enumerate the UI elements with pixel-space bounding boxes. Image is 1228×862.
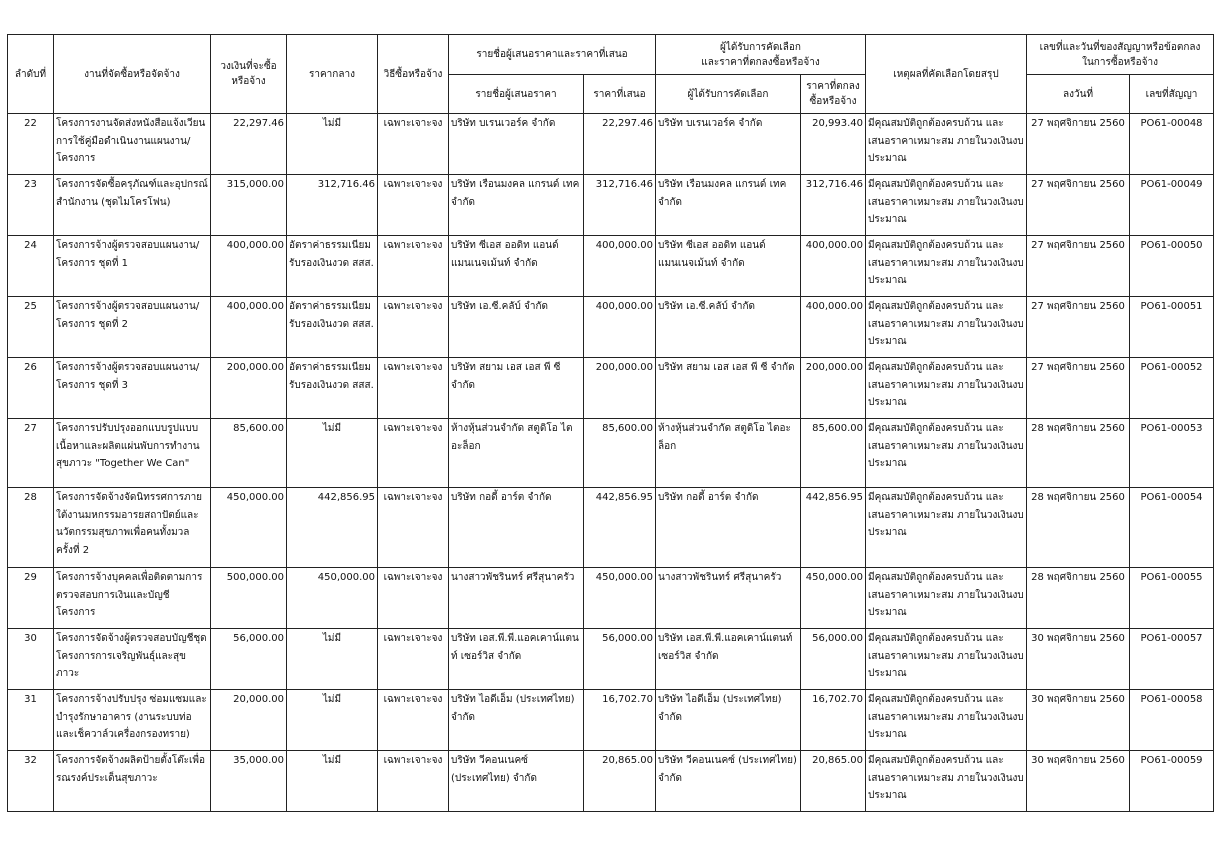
cell-median: ไม่มี [287, 114, 378, 175]
header-bidder-name: รายชื่อผู้เสนอราคา [449, 75, 584, 114]
cell-project: โครงการงานจัดส่งหนังสือแจ้งเวียนการใช้คู่มือดำเนินงานแผนงาน/โครงการ [54, 114, 211, 175]
cell-project: โครงการจัดจ้างผลิตป้ายตั้งโต๊ะเพื่อรณรงค์ประเด็นสุขภาวะ [54, 751, 211, 812]
cell-median: อัตราค่าธรรมเนียมรับรองเงินงวด สสส. [287, 297, 378, 358]
cell-method: เฉพาะเจาะจง [378, 114, 449, 175]
cell-date: 28 พฤศจิกายน 2560 [1027, 419, 1130, 488]
cell-agreed: 20,865.00 [801, 751, 866, 812]
cell-contract: PO61-00054 [1130, 488, 1214, 568]
cell-median: ไม่มี [287, 690, 378, 751]
cell-method: เฉพาะเจาะจง [378, 751, 449, 812]
cell-method: เฉพาะเจาะจง [378, 419, 449, 488]
header-selected-line2: และราคาที่ตกลงซื้อหรือจ้าง [701, 56, 820, 68]
cell-budget: 500,000.00 [211, 568, 287, 629]
cell-project: โครงการจ้างผู้ตรวจสอบแผนงาน/โครงการ ชุดที่ 3 [54, 358, 211, 419]
cell-bid: 16,702.70 [584, 690, 656, 751]
header-selected-line1: ผู้ได้รับการคัดเลือก [720, 41, 801, 53]
header-no: ลำดับที่ [8, 35, 54, 114]
procurement-table [7, 34, 1214, 812]
cell-project: โครงการจ้างบุคคลเพื่อติดตามการตรวจสอบการเงินและบัญชีโครงการ [54, 568, 211, 629]
cell-winner: บริษัท เอส.พี.พี.แอคเคาน์แตนท์ เซอร์วิส จำกัด [656, 629, 801, 690]
cell-winner: บริษัท สยาม เอส เอส พี ซี จำกัด [656, 358, 801, 419]
table-row [8, 419, 1214, 488]
header-selected-group [656, 35, 866, 75]
cell-bid: 442,856.95 [584, 488, 656, 568]
cell-date: 28 พฤศจิกายน 2560 [1027, 488, 1130, 568]
cell-contract: PO61-00053 [1130, 419, 1214, 488]
header-median-price: ราคากลาง [287, 35, 378, 114]
cell-method: เฉพาะเจาะจง [378, 629, 449, 690]
cell-project: โครงการจัดซื้อครุภัณฑ์และอุปกรณ์สำนักงาน (ชุดไมโครโฟน) [54, 175, 211, 236]
cell-no: 31 [8, 690, 54, 751]
cell-reason: มีคุณสมบัติถูกต้องครบถ้วน และเสนอราคาเหมาะสม ภายในวงเงินงบประมาณ [866, 568, 1027, 629]
cell-reason: มีคุณสมบัติถูกต้องครบถ้วน และเสนอราคาเหมาะสม ภายในวงเงินงบประมาณ [866, 690, 1027, 751]
cell-reason: มีคุณสมบัติถูกต้องครบถ้วน และเสนอราคาเหมาะสม ภายในวงเงินงบประมาณ [866, 175, 1027, 236]
cell-agreed: 20,993.40 [801, 114, 866, 175]
cell-contract: PO61-00051 [1130, 297, 1214, 358]
cell-method: เฉพาะเจาะจง [378, 488, 449, 568]
cell-bid: 400,000.00 [584, 236, 656, 297]
cell-agreed: 400,000.00 [801, 236, 866, 297]
table-row [8, 297, 1214, 358]
cell-bid: 85,600.00 [584, 419, 656, 488]
header-bid-price: ราคาที่เสนอ [584, 75, 656, 114]
cell-method: เฉพาะเจาะจง [378, 358, 449, 419]
cell-winner: บริษัท เอ.ซี.คลับ์ จำกัด [656, 297, 801, 358]
cell-bid: 56,000.00 [584, 629, 656, 690]
table-row [8, 488, 1214, 568]
cell-no: 32 [8, 751, 54, 812]
cell-median: อัตราค่าธรรมเนียมรับรองเงินงวด สสส. [287, 236, 378, 297]
header-method: วิธีซื้อหรือจ้าง [378, 35, 449, 114]
cell-budget: 450,000.00 [211, 488, 287, 568]
cell-bid: 400,000.00 [584, 297, 656, 358]
cell-project: โครงการปรับปรุงออกแบบรูปแบบเนื้อหาและผลิตแผ่นพับการทำงานสุขภาวะ "Together We Can" [54, 419, 211, 488]
cell-contract: PO61-00048 [1130, 114, 1214, 175]
cell-reason: มีคุณสมบัติถูกต้องครบถ้วน และเสนอราคาเหมาะสม ภายในวงเงินงบประมาณ [866, 114, 1027, 175]
cell-median: ไม่มี [287, 629, 378, 690]
cell-bidder: บริษัท วีคอนเนคซ์ (ประเทศไทย) จำกัด [449, 751, 584, 812]
cell-date: 30 พฤศจิกายน 2560 [1027, 751, 1130, 812]
cell-median: 312,716.46 [287, 175, 378, 236]
cell-bid: 312,716.46 [584, 175, 656, 236]
header-contract-line1: เลขที่และวันที่ของสัญญาหรือข้อตกลง [1039, 41, 1201, 53]
cell-reason: มีคุณสมบัติถูกต้องครบถ้วน และเสนอราคาเหมาะสม ภายในวงเงินงบประมาณ [866, 751, 1027, 812]
cell-no: 27 [8, 419, 54, 488]
cell-date: 27 พฤศจิกายน 2560 [1027, 358, 1130, 419]
table-row [8, 358, 1214, 419]
header-contract-no: เลขที่สัญญา [1130, 75, 1214, 114]
cell-bidder: นางสาวพัชรินทร์ ศรีสุนาครัว [449, 568, 584, 629]
cell-bid: 450,000.00 [584, 568, 656, 629]
cell-median: อัตราค่าธรรมเนียมรับรองเงินงวด สสส. [287, 358, 378, 419]
cell-winner: บริษัท บเรนเวอร์ค จำกัด [656, 114, 801, 175]
cell-winner: บริษัท วีคอนเนคซ์ (ประเทศไทย) จำกัด [656, 751, 801, 812]
cell-reason: มีคุณสมบัติถูกต้องครบถ้วน และเสนอราคาเหมาะสม ภายในวงเงินงบประมาณ [866, 358, 1027, 419]
cell-no: 25 [8, 297, 54, 358]
cell-bidder: บริษัท สยาม เอส เอส พี ซี จำกัด [449, 358, 584, 419]
table-row [8, 629, 1214, 690]
cell-reason: มีคุณสมบัติถูกต้องครบถ้วน และเสนอราคาเหมาะสม ภายในวงเงินงบประมาณ [866, 236, 1027, 297]
cell-reason: มีคุณสมบัติถูกต้องครบถ้วน และเสนอราคาเหมาะสม ภายในวงเงินงบประมาณ [866, 419, 1027, 488]
cell-winner: บริษัท ไอดีเอ็ม (ประเทศไทย) จำกัด [656, 690, 801, 751]
cell-agreed: 56,000.00 [801, 629, 866, 690]
cell-agreed: 312,716.46 [801, 175, 866, 236]
cell-budget: 56,000.00 [211, 629, 287, 690]
cell-date: 27 พฤศจิกายน 2560 [1027, 114, 1130, 175]
cell-bidder: บริษัท ซีเอส ออดิท แอนด์ แมนเนจเม้นท์ จำกัด [449, 236, 584, 297]
cell-reason: มีคุณสมบัติถูกต้องครบถ้วน และเสนอราคาเหมาะสม ภายในวงเงินงบประมาณ [866, 629, 1027, 690]
cell-no: 22 [8, 114, 54, 175]
header-contract-line2: ในการซื้อหรือจ้าง [1082, 56, 1158, 68]
cell-budget: 85,600.00 [211, 419, 287, 488]
cell-method: เฉพาะเจาะจง [378, 236, 449, 297]
cell-bidder: บริษัท กอดี้ อาร์ต จำกัด [449, 488, 584, 568]
header-winner: ผู้ได้รับการคัดเลือก [656, 75, 801, 114]
cell-budget: 200,000.00 [211, 358, 287, 419]
cell-budget: 35,000.00 [211, 751, 287, 812]
cell-budget: 400,000.00 [211, 236, 287, 297]
cell-budget: 20,000.00 [211, 690, 287, 751]
cell-agreed: 450,000.00 [801, 568, 866, 629]
cell-agreed: 85,600.00 [801, 419, 866, 488]
cell-winner: นางสาวพัชรินทร์ ศรีสุนาครัว [656, 568, 801, 629]
cell-median: 450,000.00 [287, 568, 378, 629]
cell-no: 28 [8, 488, 54, 568]
header-project: งานที่จัดซื้อหรือจัดจ้าง [54, 35, 211, 114]
table-row [8, 568, 1214, 629]
cell-bidder: บริษัท เรือนมงคล แกรนด์ เทค จำกัด [449, 175, 584, 236]
cell-project: โครงการจัดจ้างจัดนิทรรศการภายใต้งานมหกรรมอารยสถาปัตย์และนวัตกรรมสุขภาพเพื่อคนทั้งมวล ครั้งที่ 2 [54, 488, 211, 568]
table-row [8, 751, 1214, 812]
cell-no: 30 [8, 629, 54, 690]
cell-method: เฉพาะเจาะจง [378, 690, 449, 751]
cell-agreed: 400,000.00 [801, 297, 866, 358]
cell-bidder: บริษัท บเรนเวอร์ค จำกัด [449, 114, 584, 175]
cell-winner: บริษัท กอดี้ อาร์ต จำกัด [656, 488, 801, 568]
cell-date: 27 พฤศจิกายน 2560 [1027, 236, 1130, 297]
cell-project: โครงการจ้างปรับปรุง ซ่อมแซมและบำรุงรักษาอาคาร (งานระบบท่อและเช็ควาล์วเครื่องกรองทราย) [54, 690, 211, 751]
cell-budget: 315,000.00 [211, 175, 287, 236]
cell-method: เฉพาะเจาะจง [378, 297, 449, 358]
cell-date: 30 พฤศจิกายน 2560 [1027, 690, 1130, 751]
header-bidders-group: รายชื่อผู้เสนอราคาและราคาที่เสนอ [449, 35, 656, 75]
header-contract-group [1027, 35, 1214, 75]
table-row [8, 114, 1214, 175]
table-body [8, 114, 1214, 812]
cell-budget: 22,297.46 [211, 114, 287, 175]
cell-no: 26 [8, 358, 54, 419]
cell-winner: ห้างหุ้นส่วนจำกัด สตูดิโอ ไตอะล็อก [656, 419, 801, 488]
cell-bid: 200,000.00 [584, 358, 656, 419]
cell-bidder: บริษัท เอส.พี.พี.แอคเคาน์แตนท์ เซอร์วิส จำกัด [449, 629, 584, 690]
cell-bidder: บริษัท เอ.ซี.คลับ์ จำกัด [449, 297, 584, 358]
cell-winner: บริษัท ซีเอส ออดิท แอนด์ แมนเนจเม้นท์ จำกัด [656, 236, 801, 297]
cell-project: โครงการจ้างผู้ตรวจสอบแผนงาน/โครงการ ชุดที่ 1 [54, 236, 211, 297]
cell-contract: PO61-00057 [1130, 629, 1214, 690]
cell-method: เฉพาะเจาะจง [378, 175, 449, 236]
header-reason: เหตุผลที่คัดเลือกโดยสรุป [866, 35, 1027, 114]
cell-bidder: บริษัท ไอดีเอ็ม (ประเทศไทย) จำกัด [449, 690, 584, 751]
cell-project: โครงการจัดจ้างผู้ตรวจสอบบัญชีชุดโครงการการเจริญพันธุ์และสุขภาวะ [54, 629, 211, 690]
cell-contract: PO61-00052 [1130, 358, 1214, 419]
cell-reason: มีคุณสมบัติถูกต้องครบถ้วน และเสนอราคาเหมาะสม ภายในวงเงินงบประมาณ [866, 297, 1027, 358]
cell-date: 28 พฤศจิกายน 2560 [1027, 568, 1130, 629]
cell-contract: PO61-00055 [1130, 568, 1214, 629]
cell-date: 27 พฤศจิกายน 2560 [1027, 175, 1130, 236]
cell-contract: PO61-00058 [1130, 690, 1214, 751]
cell-agreed: 442,856.95 [801, 488, 866, 568]
cell-bidder: ห้างหุ้นส่วนจำกัด สตูดิโอ ไตอะล็อก [449, 419, 584, 488]
cell-bid: 20,865.00 [584, 751, 656, 812]
header-budget: วงเงินที่จะซื้อหรือจ้าง [211, 35, 287, 114]
cell-reason: มีคุณสมบัติถูกต้องครบถ้วน และเสนอราคาเหมาะสม ภายในวงเงินงบประมาณ [866, 488, 1027, 568]
cell-project: โครงการจ้างผู้ตรวจสอบแผนงาน/โครงการ ชุดที่ 2 [54, 297, 211, 358]
cell-no: 24 [8, 236, 54, 297]
cell-contract: PO61-00059 [1130, 751, 1214, 812]
cell-no: 29 [8, 568, 54, 629]
header-agreed-price: ราคาที่ตกลงซื้อหรือจ้าง [801, 75, 866, 114]
cell-method: เฉพาะเจาะจง [378, 568, 449, 629]
cell-budget: 400,000.00 [211, 297, 287, 358]
cell-date: 30 พฤศจิกายน 2560 [1027, 629, 1130, 690]
cell-contract: PO61-00049 [1130, 175, 1214, 236]
table-row [8, 175, 1214, 236]
cell-agreed: 200,000.00 [801, 358, 866, 419]
cell-median: ไม่มี [287, 751, 378, 812]
cell-median: ไม่มี [287, 419, 378, 488]
cell-no: 23 [8, 175, 54, 236]
cell-winner: บริษัท เรือนมงคล แกรนด์ เทค จำกัด [656, 175, 801, 236]
cell-date: 27 พฤศจิกายน 2560 [1027, 297, 1130, 358]
cell-contract: PO61-00050 [1130, 236, 1214, 297]
table-row [8, 236, 1214, 297]
cell-median: 442,856.95 [287, 488, 378, 568]
table-row [8, 690, 1214, 751]
cell-agreed: 16,702.70 [801, 690, 866, 751]
cell-bid: 22,297.46 [584, 114, 656, 175]
header-date: ลงวันที่ [1027, 75, 1130, 114]
